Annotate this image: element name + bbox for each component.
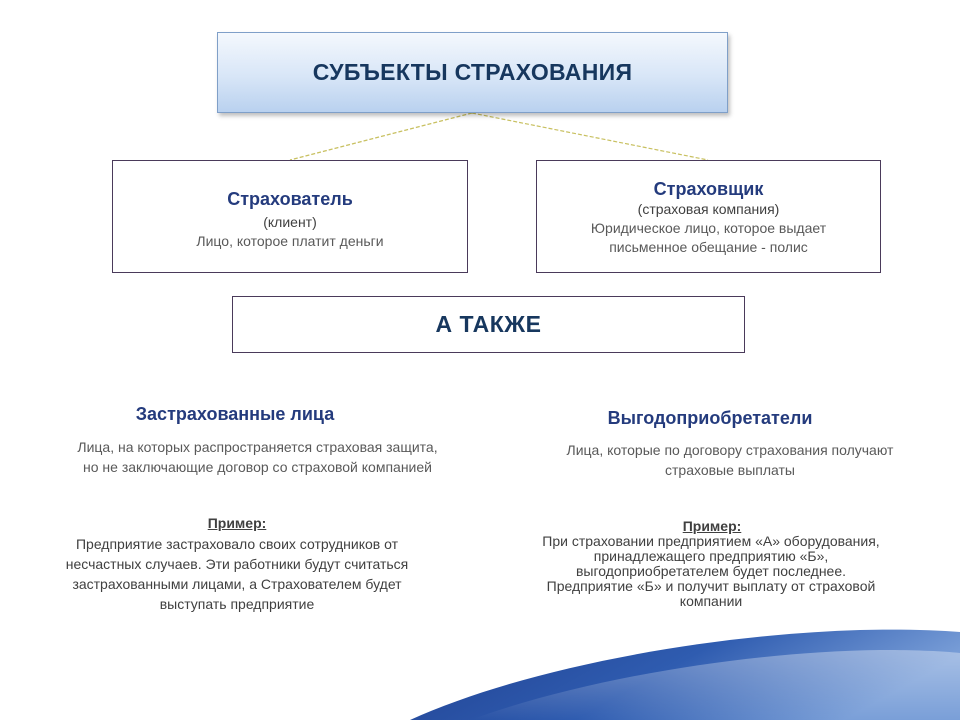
beneficiaries-description-line: страховые выплаты <box>665 462 795 478</box>
insured-persons-example-line: выступать предприятие <box>159 596 315 612</box>
insured-persons-example-line: несчастных случаев. Эти работники будут считаться <box>65 556 409 572</box>
wave-shape <box>410 630 960 720</box>
insured-persons-example <box>22 534 452 614</box>
insured-persons-example-line: застрахованными лицами, а Страхователем будет <box>72 576 402 592</box>
insurer-description-line: Юридическое лицо, которое выдает <box>590 220 827 236</box>
insurer-description-line: письменное обещание - полис <box>609 239 808 255</box>
insured-persons-description-line: но не заключающие договор со страховой компанией <box>83 459 432 475</box>
also-label: А ТАКЖЕ <box>435 311 542 337</box>
also-box <box>232 296 745 353</box>
beneficiaries-example <box>505 534 917 609</box>
insured-persons-title: Застрахованные лица <box>135 404 335 424</box>
insurer-subtitle: (страховая компания) <box>637 201 780 217</box>
insured-persons-example-line: Предприятие застраховало своих сотрудников от <box>75 536 399 552</box>
beneficiaries-title: Выгодоприобретатели <box>607 408 813 428</box>
connector-left <box>290 113 472 160</box>
connector-right <box>472 113 708 160</box>
beneficiaries-example-line: При страховании предприятием «А» оборудования, <box>542 533 880 549</box>
insurant-title: Страхователь <box>227 189 353 209</box>
wave-highlight <box>470 650 960 720</box>
beneficiaries-example-line: принадлежащего предприятию «Б», <box>593 548 829 564</box>
insurant-description: Лицо, которое платит деньги <box>196 233 384 249</box>
beneficiaries-example-label: Пример: <box>682 518 742 534</box>
beneficiaries-description-line: Лица, которые по договору страхования получают <box>566 442 894 458</box>
insured-persons-description <box>30 437 485 477</box>
beneficiaries-description <box>520 440 940 480</box>
insurer-card <box>536 160 881 273</box>
beneficiaries-example-line: компании <box>679 593 743 609</box>
beneficiaries-example-line: Предприятие «Б» и получит выплату от страховой <box>546 578 876 594</box>
insured-persons-description-line: Лица, на которых распространяется страховая защита, <box>77 439 438 455</box>
diagram-title: СУБЪЕКТЫ СТРАХОВАНИЯ <box>312 59 633 85</box>
beneficiaries-example-line: выгодоприобретателем будет последнее. <box>575 563 847 579</box>
insurer-title: Страховщик <box>653 179 764 199</box>
insurant-subtitle: (клиент) <box>263 214 317 230</box>
insured-persons-example-label: Пример: <box>207 515 267 531</box>
title-box <box>217 32 728 113</box>
insurant-card <box>112 160 468 273</box>
